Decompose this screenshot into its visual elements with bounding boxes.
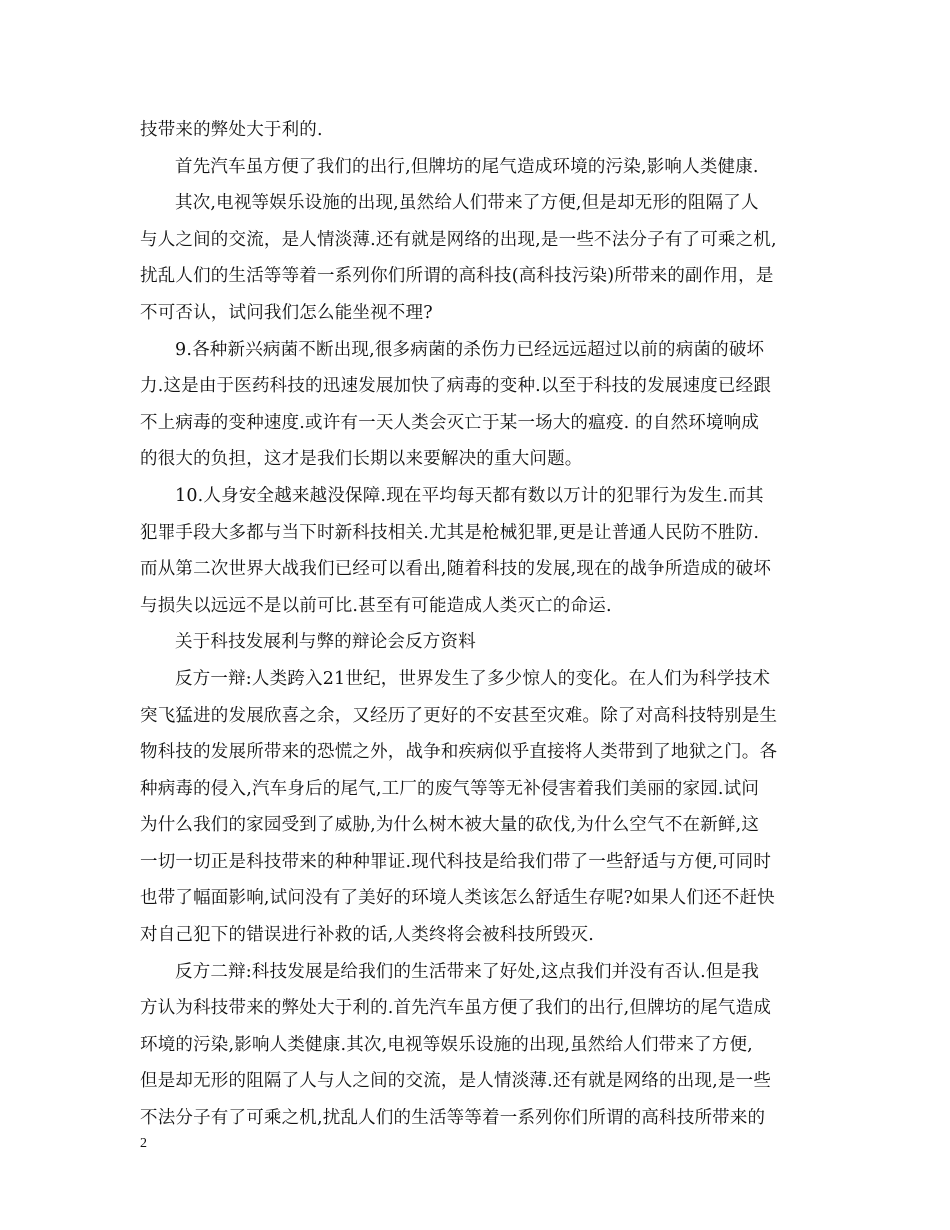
text-line: 方认为科技带来的弊处大于利的.首先汽车虽方便了我们的出行,但牌坊的尾气造成 xyxy=(140,998,772,1019)
text-line: 与损失以远远不是以前可比.甚至有可能造成人类灭亡的命运. xyxy=(140,595,612,616)
text-line: 物科技的发展所带来的恐慌之外，战争和疾病似乎直接将人类带到了地狱之门。各 xyxy=(140,742,778,763)
text-line: 不上病毒的变种速度.或许有一天人类会灭亡于某一场大的瘟疫. 的自然环境响成 xyxy=(140,412,760,433)
text-line: 突飞猛进的发展欣喜之余，又经历了更好的不安甚至灾难。除了对高科技特别是生 xyxy=(140,705,778,726)
text-line: 技带来的弊处大于利的. xyxy=(140,120,323,140)
text-line: 而从第二次世界大战我们已经可以看出,随着科技的发展,现在的战争所造成的破坏 xyxy=(140,559,772,580)
text-line: 但是却无形的阻隔了人与人之间的交流，是人情淡薄.还有就是网络的出现,是一些 xyxy=(140,1071,772,1092)
paragraph-first-line: 反方二辩:科技发展是给我们的生活带来了好处,这点我们并没有否认.但是我 xyxy=(175,961,760,982)
section-heading: 关于科技发展利与弊的辩论会反方资料 xyxy=(175,632,476,653)
text-line: 也带了幅面影响,试问没有了美好的环境人类该怎么舒适生存呢?如果人们还不赶快 xyxy=(140,888,775,909)
paragraph-first-line: 10.人身安全越来越没保障.现在平均每天都有数以万计的犯罪行为发生.而其 xyxy=(175,485,764,506)
paragraph-first-line: 9.各种新兴病菌不断出现,很多病菌的杀伤力已经远远超过以前的病菌的破坏 xyxy=(175,339,765,360)
text-line: 环境的污染,影响人类健康.其次,电视等娱乐设施的出现,虽然给人们带来了方便, xyxy=(140,1034,753,1055)
text-line: 对自己犯下的错误进行补救的话,人类终将会被科技所毁灭. xyxy=(140,925,595,946)
text-line: 为什么我们的家园受到了威胁,为什么树木被大量的砍伐,为什么空气不在新鲜,这 xyxy=(140,815,760,836)
document-body xyxy=(140,112,810,1137)
text-line: 不法分子有了可乘之机,扰乱人们的生活等等着一系列你们所谓的高科技所带来的 xyxy=(140,1108,766,1129)
text-line: 力.这是由于医药科技的迅速发展加快了病毒的变种.以至于科技的发展速度已经跟 xyxy=(140,376,772,397)
text-line: 的很大的负担，这才是我们长期以来要解决的重大问题。 xyxy=(140,449,583,470)
text-line: 不可否认，试问我们怎么能坐视不理? xyxy=(140,302,433,323)
paragraph-first-line: 反方一辩:人类跨入21世纪，世界发生了多少惊人的变化。在人们为科学技术 xyxy=(175,668,771,689)
text-line: 扰乱人们的生活等等着一系列你们所谓的高科技(高科技污染)所带来的副作用，是 xyxy=(140,266,774,287)
paragraph-first-line: 其次,电视等娱乐设施的出现,虽然给人们带来了方便,但是却无形的阻隔了人 xyxy=(175,193,759,214)
page-number: 2 xyxy=(140,1136,147,1151)
text-line: 种病毒的侵入,汽车身后的尾气,工厂的废气等等无补侵害着我们美丽的家园.试问 xyxy=(140,778,760,799)
text-line: 与人之间的交流，是人情淡薄.还有就是网络的出现,是一些不法分子有了可乘之机, xyxy=(140,229,777,250)
text-line: 一切一切正是科技带来的种种罪证.现代科技是给我们带了一些舒适与方便,可同时 xyxy=(140,851,772,872)
paragraph-first-line: 首先汽车虽方便了我们的出行,但牌坊的尾气造成环境的污染,影响人类健康. xyxy=(175,156,759,177)
text-line: 犯罪手段大多都与当下时新科技相关.尤其是枪械犯罪,更是让普通人民防不胜防. xyxy=(140,522,760,543)
